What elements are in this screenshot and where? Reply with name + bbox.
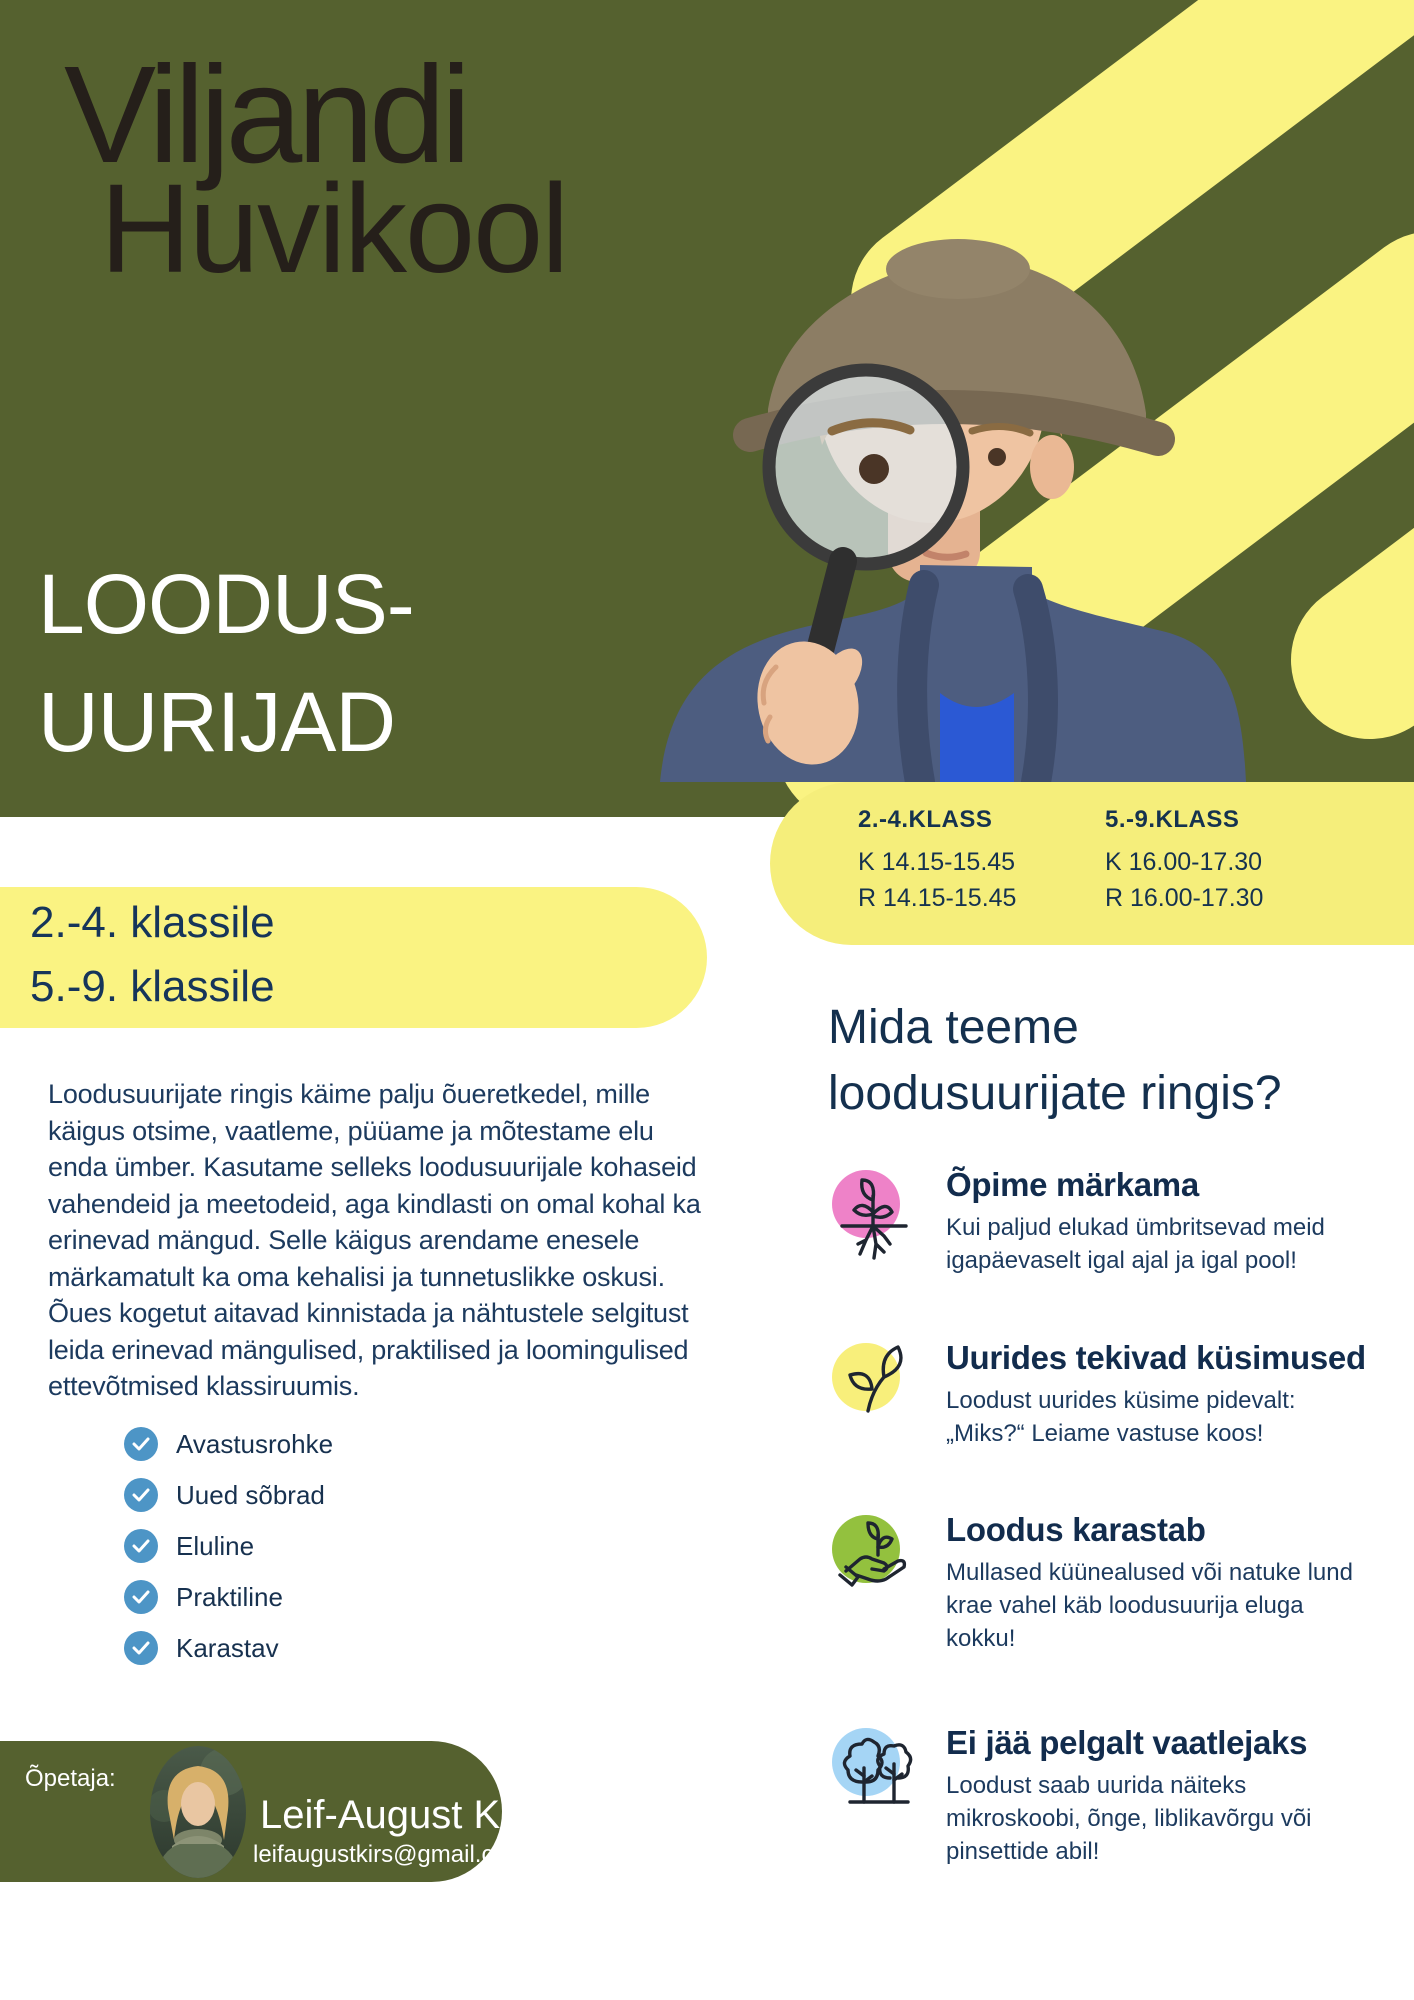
schedule-row: K 16.00-17.30: [1105, 848, 1263, 876]
teacher-email[interactable]: leifaugustkirs@gmail.com: [253, 1841, 527, 1868]
check-icon: [124, 1427, 158, 1461]
teacher-name: Leif-August Kirs: [260, 1793, 543, 1837]
feature-description: Kui paljud elukad ümbritsevad meid igapäevaselt igal ajal ja igal pool!: [946, 1214, 1325, 1274]
boy-detective-photo: [640, 137, 1260, 782]
feature-description: Loodust uurides küsime pidevalt: „Miks?“ Leiame vastuse koos!: [946, 1387, 1296, 1447]
check-icon: [124, 1631, 158, 1665]
feature-title: Ei jää pelgalt vaatlejaks: [946, 1724, 1308, 1761]
section-heading-line2: loodusuurijate ringis?: [828, 1067, 1282, 1120]
check-icon: [124, 1529, 158, 1563]
check-icon: [124, 1478, 158, 1512]
teacher-avatar: [150, 1746, 246, 1878]
logo-line2: Huvikool: [100, 158, 568, 299]
schedule-column-5-9: [1105, 806, 1263, 916]
feature-title: Õpime märkama: [946, 1166, 1199, 1203]
feature-title: Loodus karastab: [946, 1511, 1206, 1548]
intro-paragraph: Loodusuurijate ringis käime palju õueretkedel, mille käigus otsime, vaatleme, püüame ja mõtestame elu enda ümber. Kasutame selleks loodusuurijale kohaseid vahendeid ja meetodeid, aga kindlasti on omal kohal ka erinevad mängud. Selle käigus arendame enesele märkamatult ka oma kehalisi ja tunnetuslikke oskusi. Õues kogetut aitavad kinnistada ja nähtustele selgitust leida erinevad mängulised, praktilised ja loomingulised ettevõtmised klassiruumis.: [48, 1079, 701, 1401]
schedule-row: R 16.00-17.30: [1105, 884, 1264, 912]
schedule-column-2-4: [858, 806, 1016, 916]
schedule-row: K 14.15-15.45: [858, 848, 1016, 876]
section-heading-line1: Mida teeme: [828, 1001, 1079, 1054]
hero-section: [0, 0, 1414, 817]
list-item-label: Avastusrohke: [176, 1428, 334, 1459]
trees-icon: [832, 1724, 922, 1829]
list-item: [124, 1427, 524, 1461]
list-item: [124, 1529, 524, 1563]
schedule-header: 5.-9.KLASS: [1105, 806, 1240, 833]
class-range-line1: 2.-4. klassile: [30, 898, 275, 947]
feature-title: Uurides tekivad küsimused: [946, 1339, 1366, 1376]
list-item-label: Uued sõbrad: [176, 1479, 325, 1510]
list-item-label: Karastav: [176, 1632, 279, 1663]
list-item: [124, 1580, 524, 1614]
page-title-line1: LOODUS-: [38, 557, 414, 651]
teacher-bar: [0, 1741, 543, 1882]
hand-plant-icon: [832, 1511, 922, 1616]
feature-description: Mullased küünealused või natuke lund krae vahel käb loodusuurija eluga kokku!: [946, 1559, 1353, 1652]
list-item: [124, 1631, 524, 1665]
class-range-line2: 5.-9. klassile: [30, 962, 275, 1011]
benefits-checklist: [124, 1427, 524, 1682]
page-title-line2: UURIJAD: [38, 675, 396, 769]
schedule-header: 2.-4.KLASS: [858, 806, 993, 833]
sprout-icon: [832, 1339, 922, 1444]
logo-line1: Viljandi: [64, 38, 467, 192]
list-item-label: Praktiline: [176, 1581, 283, 1612]
schedule-box: [770, 782, 1414, 945]
list-item: [124, 1478, 524, 1512]
plant-roots-icon: [832, 1166, 922, 1271]
teacher-label: Õpetaja:: [25, 1765, 116, 1792]
class-range-banner: [0, 887, 707, 1028]
schedule-row: R 14.15-15.45: [858, 884, 1017, 912]
list-item-label: Eluline: [176, 1530, 255, 1561]
check-icon: [124, 1580, 158, 1614]
feature-description: Loodust saab uurida näiteks mikroskoobi, õnge, liblikavõrgu või pinsettide abil!: [946, 1772, 1312, 1865]
